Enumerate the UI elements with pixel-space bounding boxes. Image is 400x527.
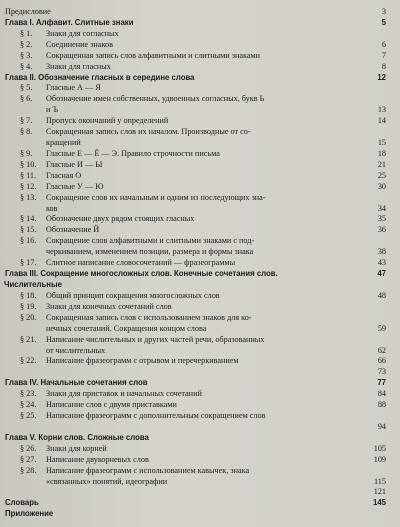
- entry-title: «связанных» понятий, идеографии: [46, 476, 168, 486]
- page-number: 66: [377, 356, 386, 366]
- entry-title: Гласная О: [46, 170, 82, 180]
- page-number: 6: [381, 39, 386, 49]
- entry-title: Знаки для гласных: [46, 61, 111, 71]
- entry-title: Обозначение двух рядом стоящих гласных: [46, 214, 195, 224]
- section-number: § 7.: [20, 116, 33, 126]
- entry-title: Обозначение Й: [46, 225, 100, 235]
- page-number: 84: [377, 389, 386, 399]
- entry-title: Глава V. Корни слов. Сложные слова: [5, 432, 149, 442]
- entry-title: Знаки для конечных сочетаний слов: [46, 301, 172, 311]
- entry-title: Соединение знаков: [46, 39, 113, 49]
- page-number: 109: [373, 454, 386, 464]
- entry-title: Написание фразеограмм с дополнительным сокращением слов: [46, 411, 266, 421]
- section-number: § 5.: [20, 83, 33, 93]
- entry-title: Приложение: [5, 509, 54, 519]
- page-number: 145: [372, 498, 386, 508]
- section-number: § 25.: [20, 411, 37, 421]
- entry-title: Знаки для корней: [46, 443, 107, 453]
- entry-title: Написание числительных и других частей речи, образованных: [46, 334, 265, 344]
- entry-title: Написание фразеограмм с отрывом и перечеркиванием: [46, 356, 239, 366]
- page-number: 115: [374, 476, 386, 486]
- page-number: 3: [381, 7, 386, 16]
- entry-title: Гласные А — Я: [46, 83, 101, 93]
- entry-title: ков: [46, 203, 58, 213]
- page-number: 73: [377, 367, 386, 377]
- page-number: 13: [377, 105, 386, 115]
- page-number: 48: [377, 290, 386, 300]
- page-number: 105: [373, 443, 386, 453]
- entry-title: Глава II. Обозначение гласных в середине слова: [5, 72, 195, 82]
- page-number: 34: [377, 203, 386, 213]
- section-number: § 3.: [20, 50, 33, 60]
- page-number: 30: [377, 181, 386, 191]
- section-number: § 14.: [20, 214, 37, 224]
- entry-title: кращений: [46, 138, 81, 148]
- page-number: 121: [373, 487, 386, 497]
- entry-title: Сокращение слов алфавитными и слитными знаками с под-: [46, 236, 255, 246]
- entry-title: и Ъ: [46, 105, 59, 115]
- section-number: § 20.: [20, 312, 37, 322]
- entry-title: Сокращенная запись слов с использованием знаков для ко-: [46, 312, 252, 322]
- page-number: 5: [381, 17, 386, 27]
- section-number: § 15.: [20, 225, 37, 235]
- entry-title: Написание слов с двумя приставками: [46, 400, 177, 410]
- entry-title: Сокращенная запись слов алфавитными и слитными знаками: [46, 50, 261, 60]
- entry-title: Глава I. Алфавит. Слитные знаки: [5, 17, 134, 27]
- section-number: § 23.: [20, 389, 37, 399]
- section-number: § 10.: [20, 159, 37, 169]
- page-number: 88: [377, 400, 386, 410]
- section-number: § 24.: [20, 400, 37, 410]
- page-number: 25: [377, 170, 386, 180]
- entry-title: Глава IV. Начальные сочетания слов: [5, 378, 148, 388]
- section-number: § 2.: [20, 39, 33, 49]
- section-number: § 13.: [20, 192, 37, 202]
- entry-title: Глава III. Сокращение многосложных слов. Конечные сочетания слов.: [5, 269, 278, 279]
- entry-title: Гласные Е — Ё — Э. Правило строчности письма: [46, 148, 220, 158]
- page-number: 62: [377, 345, 386, 355]
- page-number: 18: [377, 148, 386, 158]
- section-number: § 28.: [20, 465, 37, 475]
- page-number: 38: [377, 247, 386, 257]
- section-number: § 1.: [20, 28, 33, 38]
- section-number: § 17.: [20, 258, 37, 268]
- entry-title: Предисловие: [5, 7, 51, 16]
- section-number: § 21.: [20, 334, 37, 344]
- entry-title: Числительные: [4, 280, 62, 289]
- section-number: § 26.: [20, 443, 37, 453]
- page-number: 21: [377, 159, 386, 169]
- section-number: § 18.: [20, 290, 37, 300]
- page-number: 77: [377, 378, 386, 388]
- entry-title: Гласные И — Ы: [46, 159, 103, 169]
- page-number: 7: [381, 50, 386, 60]
- entry-title: Написание фразеограмм с использованием кавычек, знака: [46, 465, 250, 475]
- entry-title: нечных сочетаний. Сокращения концом слова: [46, 323, 207, 333]
- section-number: § 12.: [20, 181, 37, 191]
- entry-title: Написание двукорневых слов: [46, 454, 149, 464]
- entry-title: Знаки для приставок и начальных сочетаний: [46, 389, 202, 399]
- section-number: § 4.: [20, 61, 33, 71]
- page-number: 36: [377, 225, 386, 235]
- entry-title: Знаки для согласных: [46, 28, 119, 38]
- entry-title: Словарь: [5, 498, 39, 508]
- entry-title: черкиванием, изменением позиции, размера и формы знака: [46, 247, 254, 257]
- section-number: § 19.: [20, 301, 37, 311]
- section-number: § 9.: [20, 148, 33, 158]
- page-number: 47: [377, 269, 386, 279]
- page-number: 14: [377, 116, 386, 126]
- page-number: 94: [377, 421, 386, 431]
- entry-title: Слитное написание словосочетаний — фразеограммы: [46, 258, 236, 268]
- entry-title: от числительных: [46, 345, 106, 355]
- entry-title: Сокращенная запись слов их началом. Производные от со-: [46, 127, 251, 137]
- page-number: 15: [377, 138, 386, 148]
- page-number: 59: [377, 323, 386, 333]
- entry-title: Обозначение имен собственных, удвоенных согласных, букв Ь: [46, 94, 265, 104]
- section-number: § 8.: [20, 127, 33, 137]
- page-number: 35: [377, 214, 386, 224]
- page-number: 12: [377, 72, 386, 82]
- entry-title: Гласные У — Ю: [46, 181, 104, 191]
- section-number: § 27.: [20, 454, 37, 464]
- entry-title: Сокращение слов их начальным и одним из последующих зна-: [46, 192, 266, 202]
- section-number: § 11.: [20, 170, 37, 180]
- entry-title: Общий принцип сокращения многосложных слов: [46, 290, 220, 300]
- entry-title: Пропуск окончаний у определений: [46, 116, 169, 126]
- section-number: § 22.: [20, 356, 37, 366]
- page-number: 43: [377, 258, 386, 268]
- section-number: § 16.: [20, 236, 37, 246]
- section-number: § 6.: [20, 94, 33, 104]
- page-number: 8: [381, 61, 386, 71]
